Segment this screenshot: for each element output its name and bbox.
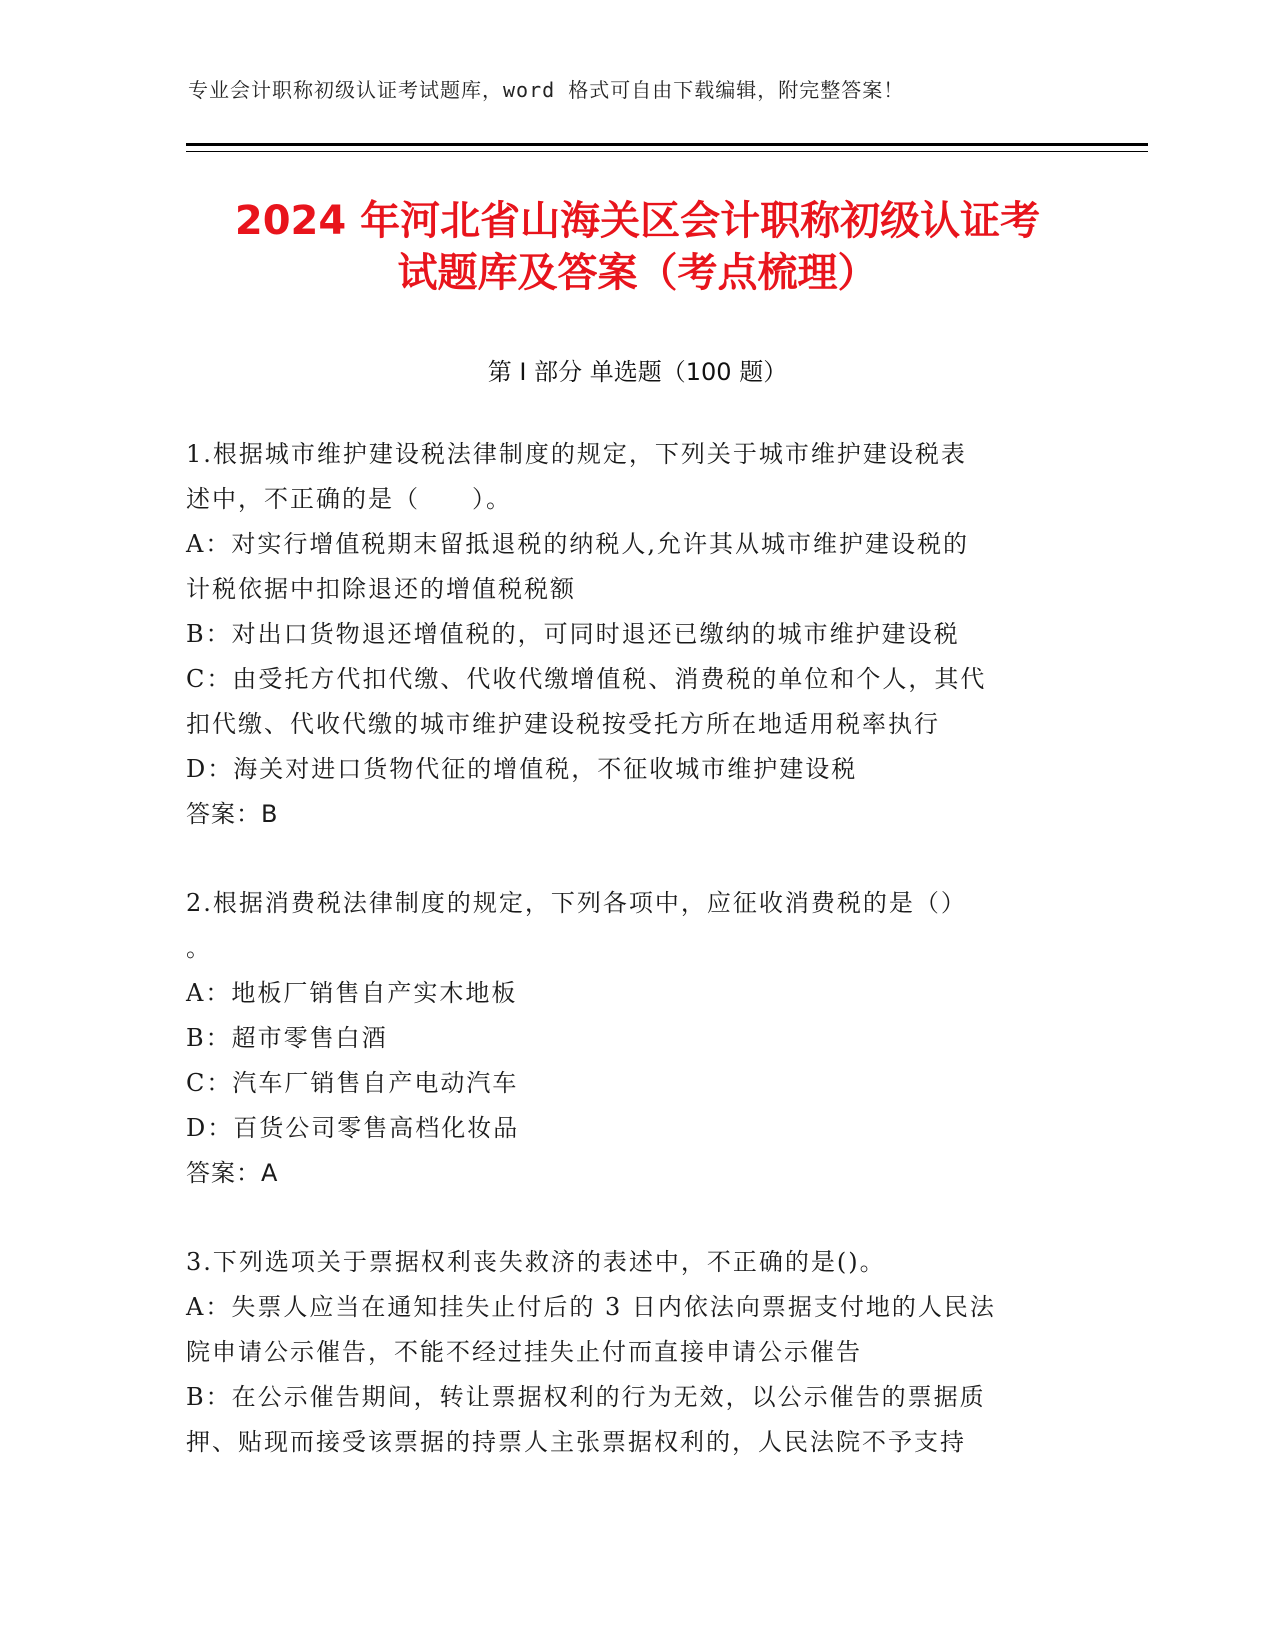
header-rule-thick xyxy=(186,143,1148,146)
option-a: A：对实行增值税期末留抵退税的纳税人,允许其从城市维护建设税的 xyxy=(186,530,969,558)
question-1 xyxy=(186,432,1066,837)
question-gap xyxy=(186,1196,1066,1240)
question-text-line: 。 xyxy=(186,934,212,962)
section-title: 第 I 部分 单选题（100 题） xyxy=(487,358,788,386)
document-title xyxy=(150,195,1125,299)
question-text-line: 1.根据城市维护建设税法律制度的规定，下列关于城市维护建设税表 xyxy=(186,440,967,468)
question-text-line: 述中，不正确的是（ ）。 xyxy=(186,485,512,513)
option-b: B：在公示催告期间，转让票据权利的行为无效，以公示催告的票据质 xyxy=(186,1383,986,1411)
question-3 xyxy=(186,1240,1066,1465)
option-a-cont: 计税依据中扣除退还的增值税税额 xyxy=(186,575,576,603)
option-c: C：由受托方代扣代缴、代收代缴增值税、消费税的单位和个人，其代 xyxy=(186,665,987,693)
answer-1: 答案：B xyxy=(186,800,279,828)
title-line-1: 2024 年河北省山海关区会计职称初级认证考 xyxy=(234,198,1041,244)
option-c: C：汽车厂销售自产电动汽车 xyxy=(186,1069,519,1097)
header-rule-thin xyxy=(186,151,1148,152)
question-text-line: 3.下列选项关于票据权利丧失救济的表述中，不正确的是()。 xyxy=(186,1248,886,1276)
option-b: B：超市零售白酒 xyxy=(186,1024,388,1052)
option-a: A：失票人应当在通知挂失止付后的 3 日内依法向票据支付地的人民法 xyxy=(186,1293,996,1321)
question-text-line: 2.根据消费税法律制度的规定，下列各项中，应征收消费税的是（） xyxy=(186,889,967,917)
option-d: D：海关对进口货物代征的增值税，不征收城市维护建设税 xyxy=(186,755,858,783)
answer-2: 答案：A xyxy=(186,1159,279,1187)
title-line-2: 试题库及答案（考点梳理） xyxy=(397,250,878,296)
option-b-cont: 押、贴现而接受该票据的持票人主张票据权利的，人民法院不予支持 xyxy=(186,1428,966,1456)
option-b: B：对出口货物退还增值税的，可同时退还已缴纳的城市维护建设税 xyxy=(186,620,960,648)
option-a-cont: 院申请公示催告，不能不经过挂失止付而直接申请公示催告 xyxy=(186,1338,862,1366)
question-list xyxy=(186,432,1066,1465)
option-d: D：百货公司零售高档化妆品 xyxy=(186,1114,520,1142)
option-a: A：地板厂销售自产实木地板 xyxy=(186,979,518,1007)
header-note: 专业会计职称初级认证考试题库，word 格式可自由下载编辑，附完整答案！ xyxy=(188,78,905,102)
question-2 xyxy=(186,881,1066,1196)
question-gap xyxy=(186,837,1066,881)
option-c-cont: 扣代缴、代收代缴的城市维护建设税按受托方所在地适用税率执行 xyxy=(186,710,940,738)
